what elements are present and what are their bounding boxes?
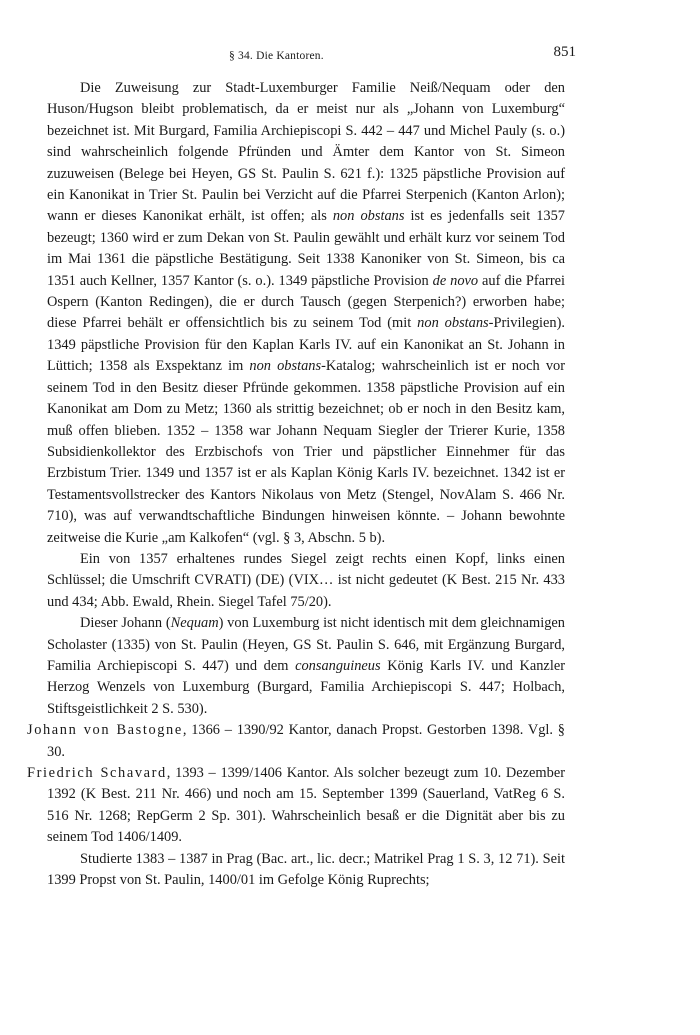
text-run: ) von Luxemburg ist nicht identisch mit dem gleichnamigen Scholaster (1335) von St. Paulin (Heyen, GS St. Paulin S. 646, mit Ergänzung Burgard, Familia Archiepiscopi S. 447) und dem [47, 615, 565, 674]
latin-term: non obstans [249, 358, 322, 375]
text-run: Ein von 1357 erhaltenes rundes Siegel zeigt rechts einen Kopf, links einen Schlüssel; die Umschrift CVRATI) (DE) (VIX… ist nicht gedeutet (K Best. 215 Nr. 433 und 434; Abb. Ewald, Rhein. Siegel Tafel 75/20). [47, 550, 565, 610]
text-run: Die Zuweisung zur Stadt-Luxemburger Familie Neiß/Nequam oder den Huson/Hugson bleibt problematisch, da er meist nur als „Johann von Luxemburg“ bezeichnet ist. Mit Burgard, Familia Archiepiscopi S. 442 – 447 und Michel Pauly (s. o.) sind wahrscheinlich folgende Pfründen und Ämter dem Kantor von St. Simeon zuzuweisen (Belege bei Heyen, GS St. Paulin S. 621 f.): 1325 päpstliche Provision auf ein Kanonikat in Trier St. Paulin bei Verzicht auf die Pfarrei Sterpenich (Kanton Arlon); wann er dieses Kanonikat erhält, ist offen; als [47, 80, 565, 225]
text-run: Dieser Johann ( [80, 615, 171, 632]
page-number: 851 [553, 44, 576, 60]
text-run: ist es jedenfalls seit 1357 bezeugt; 1360 wird er zum Dekan von St. Paulin gewählt und erhält kurz vor seinem Tod im Mai 1361 die päpstliche Bestätigung. Seit 1338 Kanoniker von St. Simeon, bis ca 1351 auch Kellner, 1357 Kantor (s. o.). 1349 päpstliche Provision [47, 208, 565, 289]
paragraph-studies [47, 849, 565, 892]
entry-name: Johann von Bastogne [27, 722, 183, 739]
entry-text: , 1366 – 1390/92 Kantor, danach Propst. Gestorben 1398. Vgl. § 30. [47, 722, 565, 760]
latin-term: Nequam [170, 615, 219, 632]
latin-term: non obstans [332, 208, 405, 225]
paragraph-seal [47, 549, 565, 613]
paragraph-identity [47, 613, 565, 720]
entry-friedrich-schavard [27, 763, 565, 849]
page-body [27, 78, 565, 891]
page-header [0, 44, 700, 66]
text-run: -Katalog; wahrscheinlich ist er noch vor seinem Tod in den Besitz dieser Pfründe gekommen. 1358 päpstliche Provision auf ein Kanonikat am Dom zu Metz; 1360 als strittig bezeichnet; ob er noch in den Besitz kam, muß offen blieben. 1352 – 1358 war Johann Nequam Siegler der Trierer Kurie, 1358 Subsidienkollektor des Erzbischofs von Trier und päpstlicher Einnehmer für das Erzbistum Trier. 1349 und 1357 ist er als Kaplan König Karls IV. bezeichnet. 1342 ist er Testamentsvollstrecker des Kantors Nikolaus von Metz (Stengel, NovAlam S. 466 Nr. 710), was auf verwandtschaftliche Bindungen hinweisen könnte. – Johann bewohnte zeitweise die Kurie „am Kalkofen“ (vgl. § 3, Abschn. 5 b). [47, 358, 566, 546]
entry-text: , 1393 – 1399/1406 Kantor. Als solcher bezeugt zum 10. Dezember 1392 (K Best. 211 Nr. 466) und noch am 15. September 1399 (Sauerland, VatReg 6 S. 516 Nr. 1268; RepGerm 2 Sp. 301). Wahrscheinlich besaß er die Dignität aber bis zu seinem Tod 1406/1409. [47, 765, 565, 846]
text-run: -Privilegien). 1349 päpstliche Provision für den Kaplan Karls IV. auf ein Kanonikat an St. Johann in Lüttich; 1358 als Exspektanz im [47, 315, 566, 375]
latin-term: non obstans [417, 315, 489, 332]
entry-johann-von-bastogne [27, 720, 565, 763]
text-run: auf die Pfarrei Ospern (Kanton Redingen), die er durch Tausch (gegen Sterpenich?) erworben habe; diese Pfarrei behält er offensichtlich bis zu seinem Tod (mit [47, 272, 566, 332]
paragraph-nequam-benefices [47, 78, 565, 549]
text-run: Studierte 1383 – 1387 in Prag (Bac. art., lic. decr.; Matrikel Prag 1 S. 3, 12 71). Seit 1399 Propst von St. Paulin, 1400/01 im Gefolge König Ruprechts; [47, 850, 565, 889]
text-run: König Karls IV. und Kanzler Herzog Wenzels von Luxemburg (Burgard, Familia Archiepiscopi S. 447; Holbach, Stiftsgeistlichkeit 2 S. 530). [47, 657, 565, 717]
running-head: § 34. Die Kantoren. [229, 50, 324, 62]
latin-term: consanguineus [295, 657, 381, 674]
entry-name: Friedrich Schavard [27, 765, 167, 781]
latin-term: de novo [432, 272, 479, 289]
